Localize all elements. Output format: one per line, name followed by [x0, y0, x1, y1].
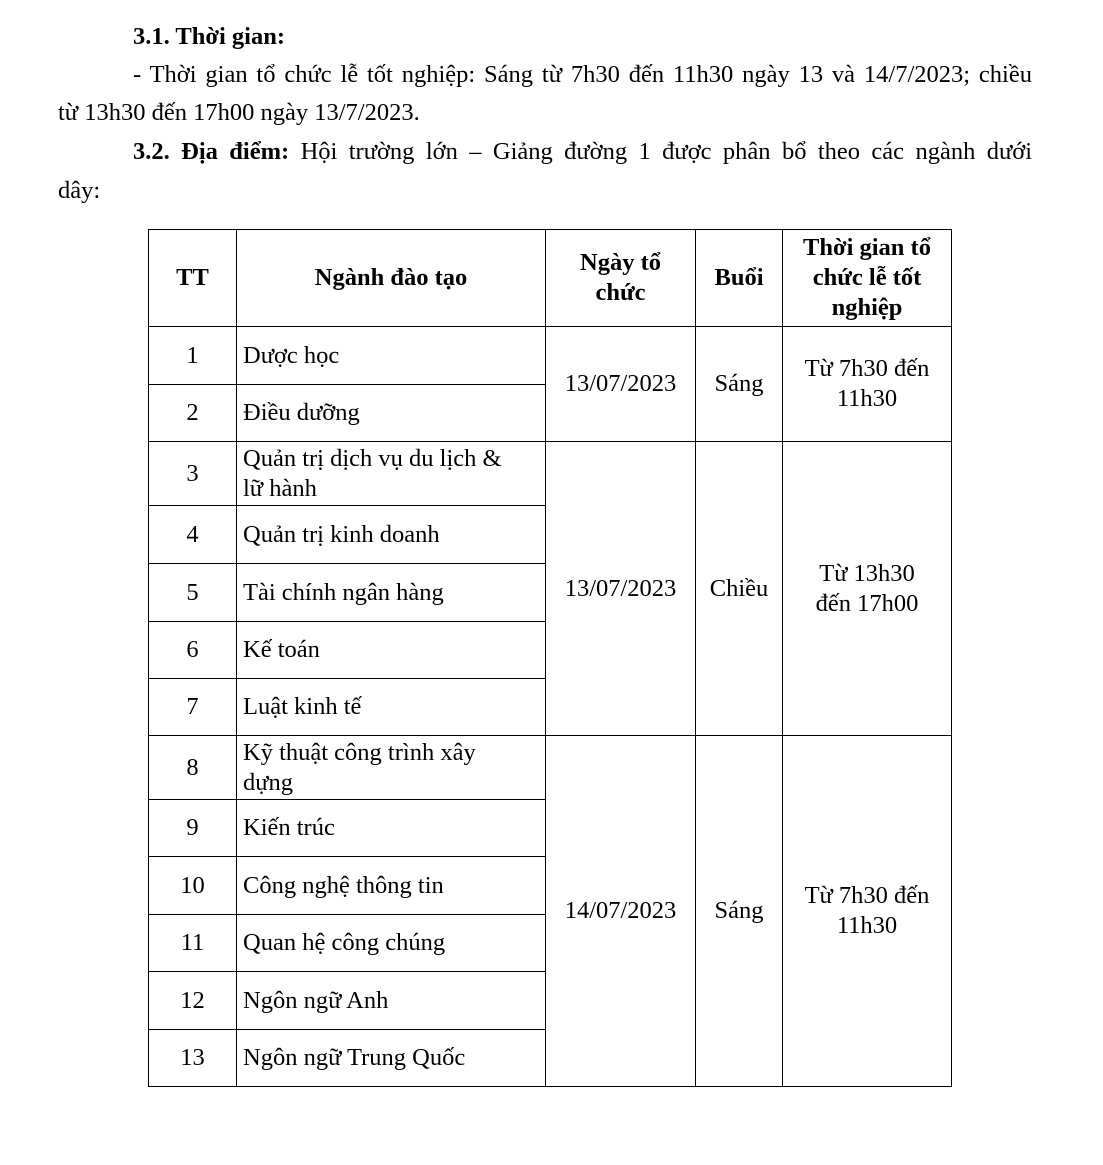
header-tt: TT	[149, 230, 237, 327]
group-session: Sáng	[696, 736, 783, 1087]
row-number: 7	[149, 679, 237, 736]
section-time-line2: từ 13h30 đến 17h00 ngày 13/7/2023.	[58, 99, 420, 126]
row-major: Quản trị dịch vụ du lịch & lữ hành	[237, 442, 546, 506]
group-date: 13/07/2023	[546, 442, 696, 736]
table-row	[149, 442, 952, 506]
section-time-line1: - Thời gian tổ chức lễ tốt nghiệp: Sáng từ 7h30 đến 11h30 ngày 13 và 14/7/2023; chiều	[133, 61, 1032, 88]
row-number: 2	[149, 385, 237, 442]
row-major: Ngôn ngữ Trung Quốc	[237, 1030, 546, 1087]
group-date: 14/07/2023	[546, 736, 696, 1087]
row-major: Điều dưỡng	[237, 385, 546, 442]
row-major: Luật kinh tế	[237, 679, 546, 736]
row-major: Kỹ thuật công trình xây dựng	[237, 736, 546, 800]
table-row	[149, 327, 952, 385]
row-major: Công nghệ thông tin	[237, 857, 546, 915]
group-time: Từ 7h30 đến 11h30	[783, 736, 952, 1087]
row-number: 12	[149, 972, 237, 1030]
row-number: 4	[149, 506, 237, 564]
group-time: Từ 7h30 đến 11h30	[783, 327, 952, 442]
row-number: 9	[149, 800, 237, 857]
header-date: Ngày tổ chức	[546, 230, 696, 327]
section-place-text: Hội trường lớn – Giảng đường 1 được phân bổ theo các ngành dưới	[300, 138, 1033, 165]
table-header-row	[149, 230, 952, 327]
section-place-heading: 3.2. Địa điểm:	[133, 138, 290, 165]
row-major: Quản trị kinh doanh	[237, 506, 546, 564]
row-major: Kiến trúc	[237, 800, 546, 857]
group-date: 13/07/2023	[546, 327, 696, 442]
row-number: 8	[149, 736, 237, 800]
group-session: Chiều	[696, 442, 783, 736]
row-number: 13	[149, 1030, 237, 1087]
header-major: Ngành đào tạo	[237, 230, 546, 327]
graduation-schedule-table	[148, 229, 952, 1087]
table-row	[149, 736, 952, 800]
row-major: Dược học	[237, 327, 546, 385]
section-time-heading: 3.1. Thời gian:	[133, 23, 285, 50]
row-major: Kế toán	[237, 622, 546, 679]
row-number: 1	[149, 327, 237, 385]
group-session: Sáng	[696, 327, 783, 442]
section-place-line1	[133, 137, 1032, 167]
header-session: Buổi	[696, 230, 783, 327]
row-number: 10	[149, 857, 237, 915]
group-time: Từ 13h30 đến 17h00	[783, 442, 952, 736]
header-time: Thời gian tổ chức lễ tốt nghiệp	[783, 230, 952, 327]
row-major: Tài chính ngân hàng	[237, 564, 546, 622]
row-number: 11	[149, 915, 237, 972]
row-number: 3	[149, 442, 237, 506]
row-major: Quan hệ công chúng	[237, 915, 546, 972]
row-major: Ngôn ngữ Anh	[237, 972, 546, 1030]
row-number: 5	[149, 564, 237, 622]
row-number: 6	[149, 622, 237, 679]
section-place-line2: dây:	[58, 177, 101, 204]
